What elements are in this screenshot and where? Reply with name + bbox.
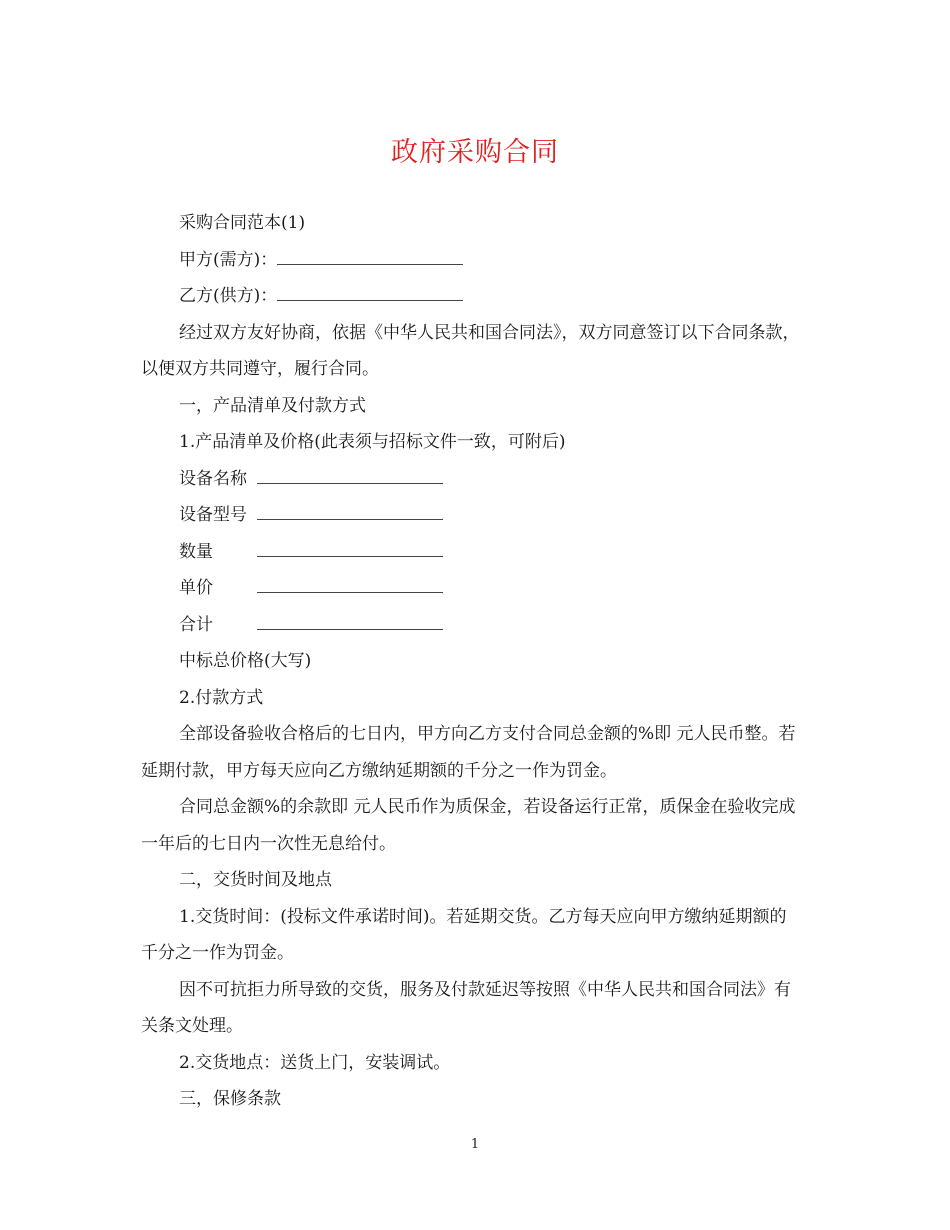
field-blank [257, 505, 443, 520]
warranty-money-paragraph: 合同总金额%的余款即 元人民币作为质保金，若设备运行正常，质保金在验收完成一年后的七日内一次性无息给付。 [141, 797, 796, 854]
intro-heading: 采购合同范本(1) [179, 213, 306, 233]
preamble-paragraph: 经过双方友好协商，依据《中华人民共和国合同法》，双方同意签订以下合同条款，以便双方共同遵守，履行合同。 [141, 322, 800, 379]
section1-heading: 一，产品清单及付款方式 [179, 395, 366, 416]
item2-heading: 2.付款方式 [179, 687, 264, 708]
field-blank [257, 615, 443, 630]
party-a-blank [277, 250, 463, 265]
document-body [141, 205, 801, 1118]
field-label: 设备名称 [179, 468, 247, 489]
field-label: 合计 [179, 614, 213, 635]
section2-heading: 二，交货时间及地点 [179, 870, 332, 890]
field-blank [257, 542, 443, 557]
delivery-place-paragraph: 2.交货地点：送货上门，安装调试。 [179, 1052, 451, 1073]
total-price-label: 中标总价格(大写) [179, 651, 312, 671]
party-a-label: 甲方(需方)： [179, 249, 278, 270]
payment-paragraph: 全部设备验收合格后的七日内，甲方向乙方支付合同总金额的%即 元人民币整。若延期付款，甲方每天应向乙方缴纳延期额的千分之一作为罚金。 [141, 724, 796, 781]
field-row-unit-price [141, 570, 801, 607]
page-number: 1 [470, 1137, 480, 1152]
party-a-line [141, 242, 801, 279]
field-blank [257, 469, 443, 484]
party-b-line [141, 278, 801, 315]
field-row-equipment-name [141, 461, 801, 498]
field-row-total [141, 607, 801, 644]
field-label: 单价 [179, 578, 213, 598]
delivery-time-paragraph: 1.交货时间：(投标文件承诺时间)。若延期交货。乙方每天应向甲方缴纳延期额的千分之一作为罚金。 [141, 906, 787, 963]
force-majeure-paragraph: 因不可抗拒力所导致的交货，服务及付款延迟等按照《中华人民共和国合同法》有关条文处理。 [141, 979, 791, 1036]
field-blank [257, 578, 443, 593]
field-label: 设备型号 [179, 505, 247, 525]
field-row-equipment-model [141, 497, 801, 534]
document-title: 政府采购合同 [391, 137, 559, 168]
field-label: 数量 [179, 541, 213, 562]
item1-heading: 1.产品清单及价格(此表须与招标文件一致，可附后) [179, 432, 566, 452]
field-row-quantity [141, 534, 801, 571]
section3-heading: 三，保修条款 [179, 1089, 281, 1109]
party-b-label: 乙方(供方)： [179, 286, 278, 306]
party-b-blank [277, 286, 463, 301]
